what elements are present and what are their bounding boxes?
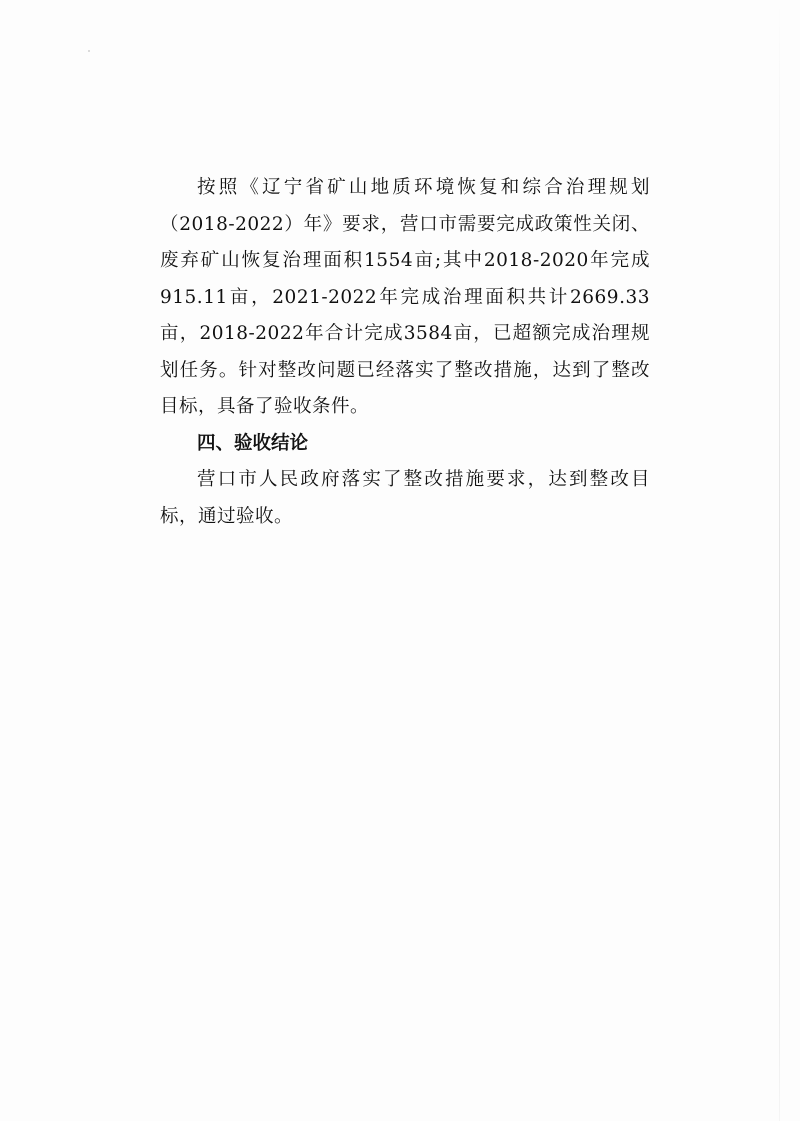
scan-edge-shadow: [779, 0, 780, 1121]
document-body: [160, 170, 650, 535]
paragraph-planning-requirements: 按照《辽宁省矿山地质环境恢复和综合治理规划（2018-2022）年》要求，营口市需要完成政策性关闭、废弃矿山恢复治理面积1554亩;其中2018-2020年完成915.11亩，2021-2022年完成治理面积共计2669.33亩，2018-2022年合计完成3584亩，已超额完成治理规划任务。针对整改问题已经落实了整改措施，达到了整改目标，具备了验收条件。: [160, 177, 650, 417]
section-heading-acceptance-conclusion: 四、验收结论: [197, 432, 309, 454]
paragraph-acceptance-result: 营口市人民政府落实了整改措施要求，达到整改目标，通过验收。: [160, 469, 650, 527]
scan-artifact: [88, 50, 90, 52]
